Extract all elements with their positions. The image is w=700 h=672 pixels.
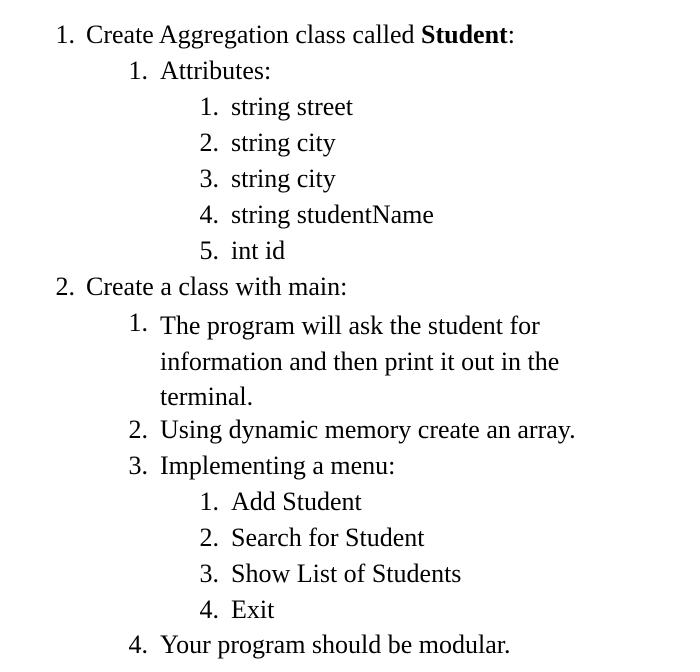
list-number: 2. (199, 128, 219, 157)
item-text: Add Student (231, 487, 362, 516)
list-number: 4. (199, 200, 219, 229)
list-number: 1. (55, 20, 75, 49)
item-text: Show List of Students (231, 559, 462, 588)
list-number: 3. (199, 164, 219, 193)
item-text: string studentName (231, 200, 434, 229)
list-number: 2. (128, 415, 148, 444)
item-text: int id (231, 236, 286, 265)
item-text: string city (231, 128, 336, 157)
item-text: Search for Student (231, 523, 425, 552)
list-number: 1. (199, 487, 219, 516)
list-number: 1. (199, 92, 219, 121)
item-text: Your program should be modular. (160, 630, 511, 659)
item-text: string city (231, 164, 336, 193)
item-text: Attributes: (160, 56, 272, 85)
item-text: Exit (231, 595, 275, 624)
list-number: 3. (128, 451, 148, 480)
item-text: The program will ask the student for information and then print it out in the terminal. (160, 311, 560, 411)
item-text: Using dynamic memory create an array. (160, 415, 576, 444)
list-number: 4. (199, 595, 219, 624)
list-number: 1. (128, 308, 148, 337)
class-name-bold: Student (420, 20, 508, 49)
list-number: 4. (128, 630, 148, 659)
item-text: string street (231, 92, 354, 121)
item-text: Create a class with main: (86, 272, 348, 301)
list-number: 2. (55, 272, 75, 301)
item-text: Implementing a menu: (160, 451, 396, 480)
list-number: 2. (199, 523, 219, 552)
list-number: 1. (128, 56, 148, 85)
list-number: 3. (199, 559, 219, 588)
list-number: 5. (199, 236, 219, 265)
item-text: Create Aggregation class called Student: (86, 20, 515, 49)
